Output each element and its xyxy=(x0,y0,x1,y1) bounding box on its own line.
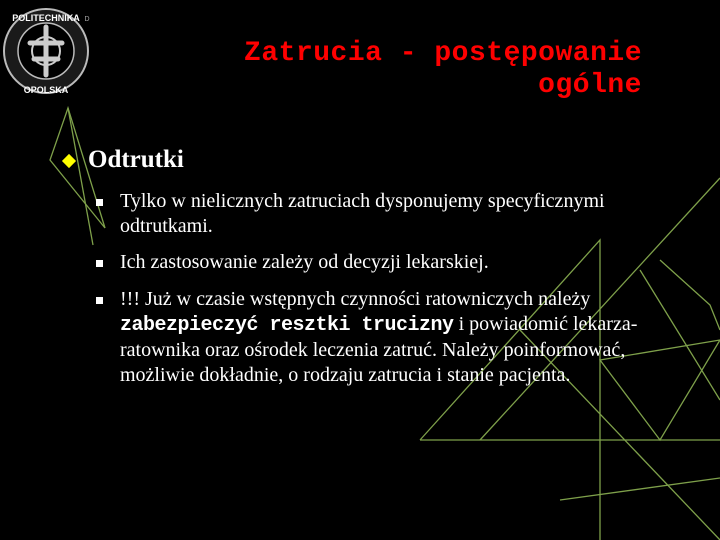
sub-bullet xyxy=(98,189,668,239)
slide-title-line-2: ogólne xyxy=(538,70,642,101)
square-bullet-icon xyxy=(96,260,103,267)
sub-bullet xyxy=(98,287,668,388)
sub-bullet-text-before: !!! Już w czasie wstępnych czynności ratowniczych należy xyxy=(120,288,591,310)
sub-bullet-text-after: i powiadomić lekarza-ratownika oraz ośrodek leczenia zatruć. Należy poinformować, możliwie dokładnie, o rodzaju zatrucia i stanie pacjenta. xyxy=(120,313,638,386)
square-bullet-icon xyxy=(96,297,103,304)
logo-corner-mark: D xyxy=(84,16,90,23)
square-bullet-icon xyxy=(96,199,103,206)
slide-title xyxy=(82,38,642,102)
sub-bullet-text xyxy=(120,287,668,388)
sub-bullet xyxy=(98,250,668,275)
logo-text-top: POLITECHNIKA xyxy=(12,13,80,23)
sub-bullet-text-bold: zabezpieczyć resztki trucizny xyxy=(120,314,454,337)
politechnika-opolska-logo xyxy=(0,5,92,99)
sub-bullet-text: Ich zastosowanie zależy od decyzji lekarskiej. xyxy=(120,251,489,273)
logo-text-bottom: OPOLSKA xyxy=(23,85,69,95)
main-bullet-label: Odtrutki xyxy=(88,146,184,173)
sub-bullet-text: Tylko w nielicznych zatruciach dysponujemy specyficznymi odtrutkami. xyxy=(120,190,605,237)
slide-title-line-1: Zatrucia - postępowanie xyxy=(244,38,642,69)
